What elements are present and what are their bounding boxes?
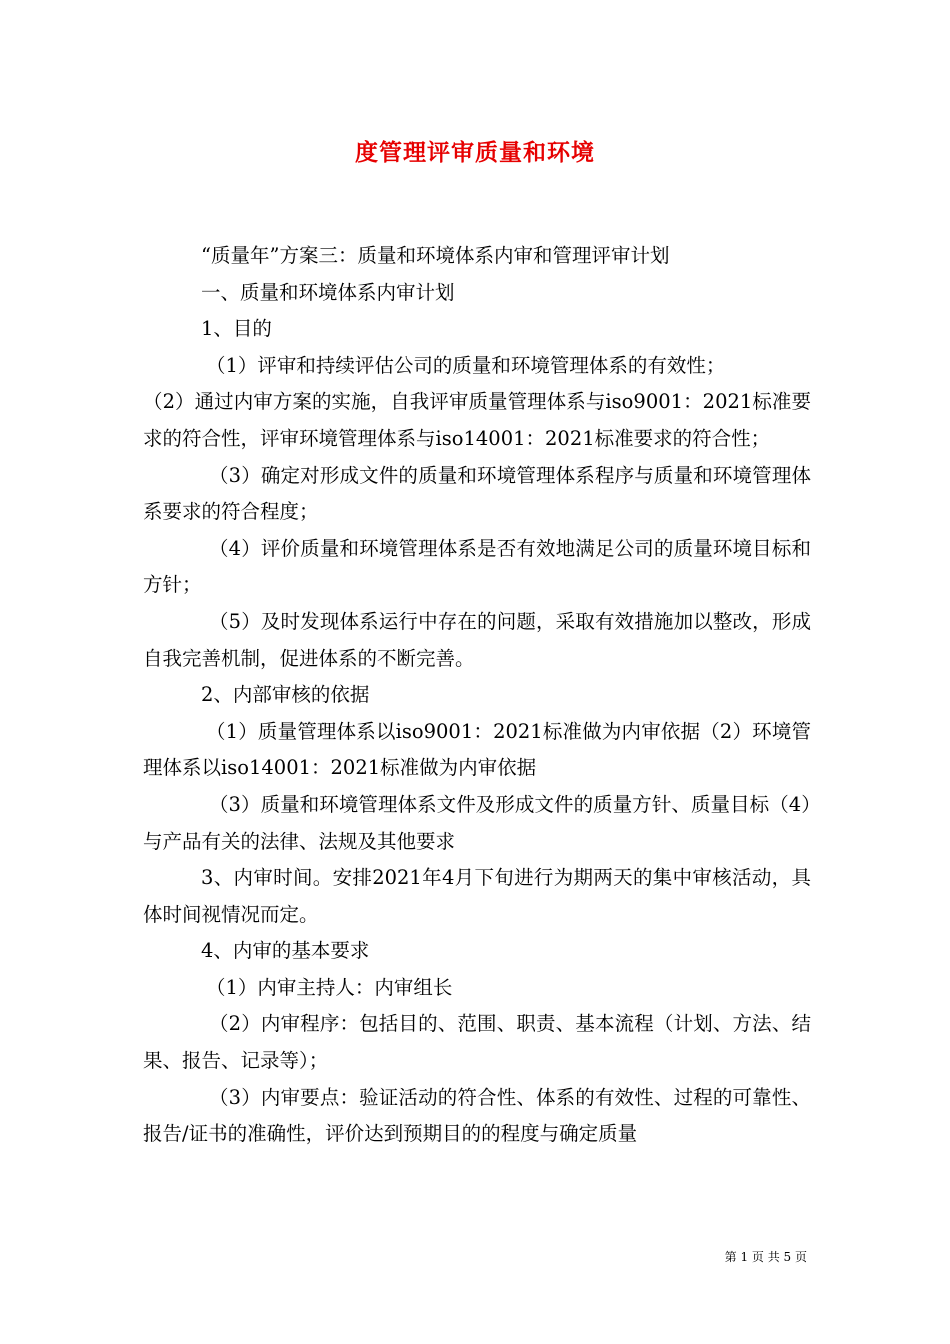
paragraph-purpose-3: （3）确定对形成文件的质量和环境管理体系程序与质量和环境管理体系要求的符合程度； [143, 463, 811, 524]
paragraph-requirement-1: （1）内审主持人：内审组长 [206, 975, 453, 999]
paragraph-purpose-5: （5）及时发现体系运行中存在的问题，采取有效措施加以整改，形成自我完善机制，促进体系的不断完善。 [143, 609, 811, 670]
paragraph-purpose-heading: 1、目的 [201, 317, 272, 341]
paragraph-purpose-2: （2）通过内审方案的实施，自我评审质量管理体系与iso9001：2021标准要求的符合性，评审环境管理体系与iso14001：2021标准要求的符合性； [143, 390, 811, 450]
paragraph-basis-heading: 2、内部审核的依据 [201, 683, 370, 707]
paragraph-requirements-heading: 4、内审的基本要求 [201, 939, 370, 963]
paragraph-requirement-3: （3）内审要点：验证活动的符合性、体系的有效性、过程的可靠性、报告/证书的准确性，评价达到预期目的的程度与确定质量 [143, 1085, 811, 1146]
paragraph-section-one: 一、质量和环境体系内审计划 [201, 280, 455, 304]
paragraph-audit-time: 3、内审时间。安排2021年4月下旬进行为期两天的集中审核活动，具体时间视情况而定。 [143, 866, 811, 926]
paragraph-basis-3: （3）质量和环境管理体系文件及形成文件的质量方针、质量目标（4）与产品有关的法律、法规及其他要求 [143, 792, 811, 853]
paragraph-plan-heading: “质量年”方案三：质量和环境体系内审和管理评审计划 [201, 244, 670, 267]
page-number: 第 1 页 共 5 页 [724, 1250, 807, 1264]
paragraph-requirement-2: （2）内审程序：包括目的、范围、职责、基本流程（计划、方法、结果、报告、记录等）； [143, 1012, 811, 1073]
document-title: 度管理评审质量和环境 [355, 139, 595, 166]
paragraph-purpose-4: （4）评价质量和环境管理体系是否有效地满足公司的质量环境目标和方针； [143, 536, 811, 597]
paragraph-purpose-1: （1）评审和持续评估公司的质量和环境管理体系的有效性； [206, 353, 726, 377]
paragraph-basis-1: （1）质量管理体系以iso9001：2021标准做为内审依据（2）环境管理体系以iso14001：2021标准做为内审依据 [143, 719, 811, 780]
document-body [143, 238, 811, 1153]
